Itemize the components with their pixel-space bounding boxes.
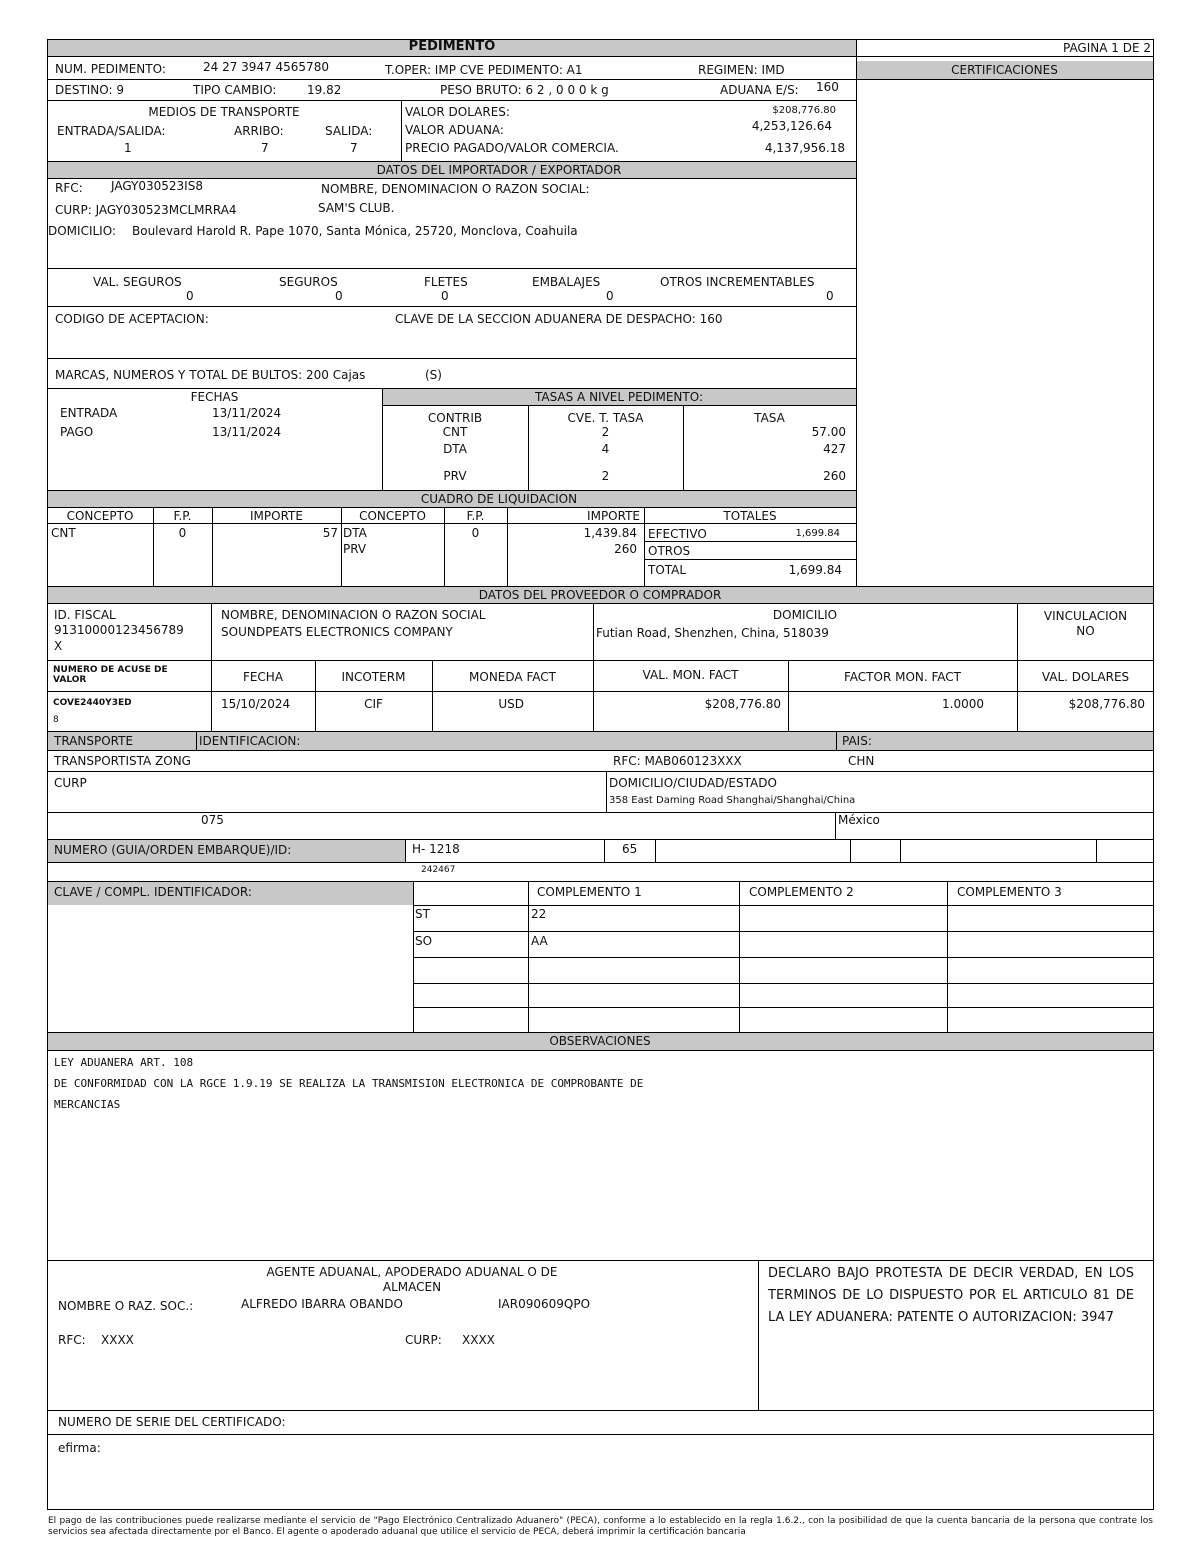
acuse-label: NUMERO DE ACUSE DE [53,665,168,675]
destino: DESTINO: 9 [55,83,125,97]
identificador-comp1: 22 [531,907,547,921]
tasa-contrib: CNT [442,425,468,439]
efirma-label: efirma: [58,1441,101,1455]
liq-totales-header: TOTALES [723,509,777,523]
fecha-entrada-value: 13/11/2024 [212,406,282,420]
factura-fecha: 15/10/2024 [221,697,291,711]
pais-label: PAIS: [842,734,872,748]
proveedor-nombre: SOUNDPEATS ELECTRONICS COMPANY [221,625,453,639]
liq-concepto-header: CONCEPTO [359,509,426,523]
guia-sub: 242467 [421,865,456,875]
id-fiscal-label: ID. FISCAL [54,608,116,622]
valor-dolares-value: $208,776.80 [772,105,836,116]
guia-value: H- 1218 [412,842,460,856]
rfc-label: RFC: [55,181,83,195]
arribo-label: ARRIBO: [234,124,284,138]
proveedor-heading: DATOS DEL PROVEEDOR O COMPRADOR [478,588,722,602]
valor-aduana-value: 4,253,126.64 [751,119,832,133]
id-fiscal-value-2: X [54,639,63,653]
liquidacion-heading: CUADRO DE LIQUIDACION [420,492,578,506]
agente-nombre: ALFREDO IBARRA OBANDO [241,1297,403,1311]
liq-fp: 0 [471,526,480,540]
val-mon-value: $208,776.80 [704,697,781,711]
fechas-heading: FECHAS [190,390,239,404]
tasa-cve: 2 [601,425,610,439]
liq-importe: 57 [322,526,338,540]
aduana-value: 160 [816,80,839,94]
fletes-value: 0 [441,289,449,303]
identificador-clave: ST [415,907,430,921]
footer-note: El pago de las contribuciones puede realizarse mediante el servicio de "Pago Electrónico Centralizado Aduanero" (PECA), conforme a lo establecido en la regla 1.6.2., con la posibilidad de que la cuenta bancaria de la persona que contrate los servicios sea afectada directamente por el Banco. El agente o apoderado aduanal que utilice el servicio de PECA, deberá imprimir la certificación bancaria [48,1516,1153,1537]
tasa-contrib: PRV [443,469,467,483]
val-seguros-value: 0 [186,289,194,303]
tasa-label: TASA [754,411,785,425]
incoterm-value: CIF [364,697,383,711]
total-label: TOTAL [648,563,687,577]
liq-concepto: PRV [343,542,367,556]
transporte-codigo: 075 [201,813,224,827]
observaciones-line: DE CONFORMIDAD CON LA RGCE 1.9.19 SE REALIZA LA TRANSMISION ELECTRONICA DE COMPROBANTE DE [54,1077,644,1090]
otros-incrementables-value: 0 [826,289,834,303]
factura-fecha-label: FECHA [242,670,284,684]
otros-incrementables-label: OTROS INCREMENTABLES [660,275,815,289]
factor-label: FACTOR MON. FACT [843,670,962,684]
declaracion-text: DECLARO BAJO PROTESTA DE DECIR VERDAD, EN LOS TERMINOS DE LO DISPUESTO POR EL ARTICULO 81 DE LA LEY ADUANERA: PATENTE O AUTORIZACION: 3947 [768,1266,1134,1325]
fecha-pago-label: PAGO [60,425,94,439]
val-seguros-label: VAL. SEGUROS [93,275,182,289]
curp-value: CURP: JAGY030523MCLMRRA4 [55,203,237,217]
fecha-pago-value: 13/11/2024 [212,425,282,439]
tasa-cve: 2 [601,469,610,483]
arribo-value: 7 [261,141,269,155]
contrib-label: CONTRIB [427,411,483,425]
otros-label: OTROS [648,544,691,558]
identificador-clave: SO [415,934,433,948]
liq-fp-header: F.P. [173,509,192,523]
liq-fp: 0 [178,526,187,540]
tasa-value: 427 [823,442,846,456]
total-value: 1,699.84 [788,563,842,577]
clave-seccion: CLAVE DE LA SECCION ADUANERA DE DESPACHO: 160 [395,312,723,326]
entrada-salida-label: ENTRADA/SALIDA: [57,124,166,138]
id-fiscal-value: 91310000123456789 [54,623,184,637]
entrada-salida-value: 1 [124,141,132,155]
domicilio-label: DOMICILIO: [48,224,116,238]
num-pedimento-label: NUM. PEDIMENTO: [55,62,166,76]
observaciones-line: LEY ADUANERA ART. 108 [54,1056,194,1069]
num-pedimento-value: 24 27 3947 4565780 [203,60,329,74]
agente-heading: AGENTE ADUANAL, APODERADO ADUANAL O DE [266,1265,558,1279]
tasa-cve: 4 [601,442,610,456]
vinculacion-label: VINCULACION [1043,609,1128,623]
agente-rfc: XXXX [101,1333,134,1347]
proveedor-domicilio: Futian Road, Shenzhen, China, 518039 [596,626,829,640]
aduana-label: ADUANA E/S: [720,83,799,97]
liq-importe-header: IMPORTE [250,509,303,523]
tasa-contrib: DTA [443,442,467,456]
val-mon-label: VAL. MON. FACT [642,668,739,682]
acuse-value-2: 8 [53,715,59,725]
certificado-serie-label: NUMERO DE SERIE DEL CERTIFICADO: [58,1415,286,1429]
liq-importe: 260 [614,542,637,556]
valor-aduana-label: VALOR ADUANA: [405,123,504,137]
marcas-bultos: MARCAS, NUMEROS Y TOTAL DE BULTOS: 200 Cajas [55,368,366,382]
peso-bruto: PESO BRUTO: 6 2 , 0 0 0 k g [440,83,609,97]
transporte-domicilio: 358 East Daming Road Shanghai/Shanghai/China [609,795,856,806]
fecha-entrada-label: ENTRADA [60,406,118,420]
vinculacion-value: NO [1076,624,1095,638]
agente-id: IAR090609QPO [498,1297,591,1311]
liq-concepto: DTA [343,526,367,540]
precio-pagado-value: 4,137,956.18 [764,141,845,155]
guia-id: 65 [622,842,638,856]
cve-tasa-label: CVE. T. TASA [567,411,644,425]
agente-curp-label: CURP: [405,1333,442,1347]
medios-transporte-heading: MEDIOS DE TRANSPORTE [148,105,300,119]
certificaciones-heading: CERTIFICACIONES [951,63,1058,77]
importador-heading: DATOS DEL IMPORTADOR / EXPORTADOR [376,163,622,177]
identificador-comp1: AA [531,934,548,948]
page-number: PAGINA 1 DE 2 [1062,41,1151,55]
guia-label: NUMERO (GUIA/ORDEN EMBARQUE)/ID: [54,843,292,857]
liq-importe-header: IMPORTE [587,509,640,523]
salida-label: SALIDA: [325,124,373,138]
efectivo-label: EFECTIVO [648,527,707,541]
razon-social-label: NOMBRE, DENOMINACION O RAZON SOCIAL: [321,182,590,196]
seguros-label: SEGUROS [279,275,338,289]
moneda-label: MONEDA FACT [469,670,556,684]
val-dolares-value: $208,776.80 [1068,697,1145,711]
curp-label: CURP [54,776,87,790]
val-dolares-label: VAL. DOLARES [1041,670,1130,684]
agente-rfc-label: RFC: [58,1333,86,1347]
liq-concepto: CNT [51,526,76,540]
transportista-rfc: RFC: MAB060123XXX [613,754,742,768]
tasa-value: 260 [823,469,846,483]
agente-nombre-label: NOMBRE O RAZ. SOC.: [58,1299,194,1313]
observaciones-line: MERCANCIAS [54,1098,121,1111]
identificacion-label: IDENTIFICACION: [199,734,301,748]
marcas-s: (S) [425,368,442,382]
complemento-3-header: COMPLEMENTO 3 [957,885,1062,899]
proveedor-nombre-label: NOMBRE, DENOMINACION O RAZON SOCIAL [221,608,486,622]
embalajes-value: 0 [606,289,614,303]
agente-curp: XXXX [462,1333,495,1347]
pais-value: CHN [848,754,875,768]
razon-social-value: SAM'S CLUB. [318,201,395,215]
identificador-label: CLAVE / COMPL. IDENTIFICADOR: [54,885,252,899]
regimen: REGIMEN: IMD [698,63,785,77]
observaciones-heading: OBSERVACIONES [549,1034,651,1048]
transporte-label: TRANSPORTE [54,734,134,748]
factor-value: 1.0000 [942,697,984,711]
liq-fp-header: F.P. [466,509,485,523]
salida-value: 7 [350,141,358,155]
page-title: PEDIMENTO [408,39,496,54]
seguros-value: 0 [335,289,343,303]
proveedor-domicilio-label: DOMICILIO [772,608,838,622]
tipo-cambio-label: TIPO CAMBIO: [193,83,277,97]
domicilio-value: Boulevard Harold R. Pape 1070, Santa Mónica, 25720, Monclova, Coahuila [132,224,578,238]
liq-importe: 1,439.84 [583,526,637,540]
transporte-mexico: México [838,813,880,827]
tasa-value: 57.00 [811,425,846,439]
tipo-operacion: T.OPER: IMP CVE PEDIMENTO: A1 [385,63,583,77]
codigo-aceptacion-label: CODIGO DE ACEPTACION: [55,312,209,326]
complemento-1-header: COMPLEMENTO 1 [537,885,642,899]
complemento-2-header: COMPLEMENTO 2 [749,885,854,899]
moneda-value: USD [498,697,524,711]
valor-dolares-label: VALOR DOLARES: [405,105,510,119]
liq-concepto-header: CONCEPTO [66,509,134,523]
rfc-value: JAGY030523IS8 [111,179,203,193]
fletes-label: FLETES [424,275,468,289]
acuse-value: COVE2440Y3ED [53,698,132,708]
agente-heading-2: ALMACEN [382,1280,442,1294]
precio-pagado-label: PRECIO PAGADO/VALOR COMERCIA. [405,141,619,155]
acuse-label-2: VALOR [53,675,87,685]
efectivo-value: 1,699.84 [795,528,840,539]
incoterm-label: INCOTERM [341,670,406,684]
transporte-domicilio-label: DOMICILIO/CIUDAD/ESTADO [609,776,777,790]
embalajes-label: EMBALAJES [532,275,601,289]
tasas-heading: TASAS A NIVEL PEDIMENTO: [534,390,704,404]
transportista: TRANSPORTISTA ZONG [54,754,191,768]
tipo-cambio-value: 19.82 [307,83,342,97]
